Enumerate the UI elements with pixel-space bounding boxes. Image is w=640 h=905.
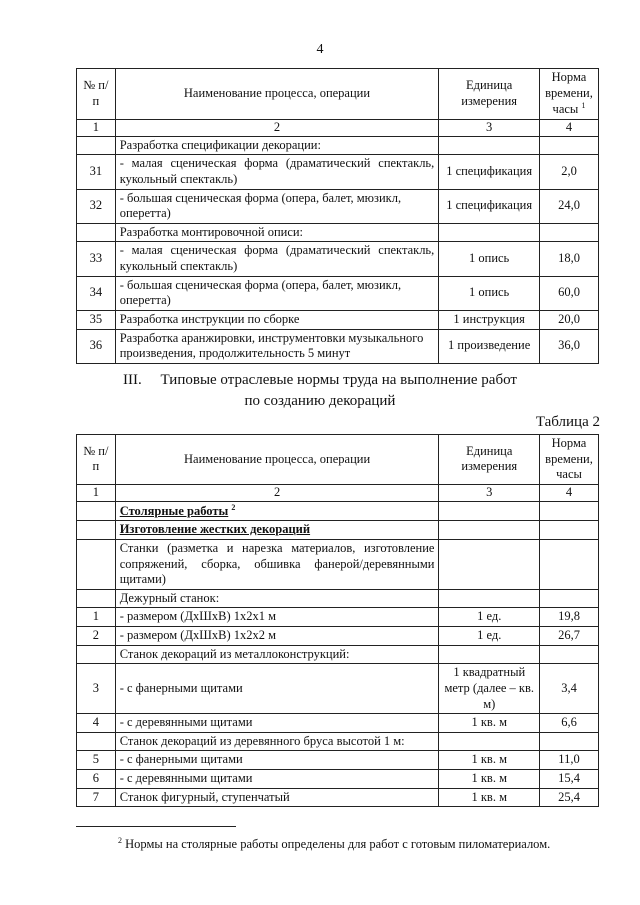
row-norm: 19,8 [540,608,599,627]
footnote-text: Нормы на столярные работы определены для работ с готовым пиломатериалом. [125,837,551,852]
group-title: Дежурный станок: [115,589,439,608]
row-norm: 60,0 [540,276,599,310]
table-row [77,189,599,223]
footnote [118,836,550,852]
header-no: № п/п [77,69,116,120]
row-name: - с фанерными щитами [115,751,439,770]
table-row [77,329,599,363]
row-unit: 1 опись [439,242,540,276]
table-row [77,770,599,789]
row-name: - малая сценическая форма (драматический спектакль, кукольный спектакль) [115,242,439,276]
footnote-mark: 1 [581,101,586,111]
group-title: Столярные работы $^2$ [115,501,439,521]
col-number: 4 [540,120,599,137]
col-number: 4 [540,484,599,501]
row-unit: 1 опись [439,276,540,310]
row-norm: 3,4 [540,664,599,714]
group-row [77,223,599,242]
table-row [77,664,599,714]
row-norm: 6,6 [540,714,599,733]
group-title: Изготовление жестких декораций [115,521,439,540]
row-norm: 26,7 [540,627,599,646]
group-row [77,645,599,664]
row-norm: 2,0 [540,155,599,189]
table-row [77,751,599,770]
row-unit: 1 кв. м [439,751,540,770]
header-name: Наименование процесса, операции [115,69,439,120]
col-number: 3 [439,120,540,137]
row-unit: 1 инструкция [439,310,540,329]
row-unit: 1 ед. [439,608,540,627]
table-row [77,155,599,189]
col-number: 1 [77,484,116,501]
table-1 [76,68,599,364]
row-unit: 1 квадратный метр (далее – кв. м) [439,664,540,714]
group-title: Станок декораций из металлоконструкций: [115,645,439,664]
section-numeral: III. [123,372,142,388]
row-unit: 1 кв. м [439,770,540,789]
group-row [77,521,599,540]
header-no: № п/п [77,435,116,485]
header-norm: Норма времени, часы $^1$ [540,69,599,120]
column-numbers-row [77,484,599,501]
row-norm: 18,0 [540,242,599,276]
header-unit: Единица измерения [439,69,540,120]
row-name: - с фанерными щитами [115,664,439,714]
col-number: 2 [115,120,439,137]
row-norm: 25,4 [540,788,599,807]
page-number: 4 [316,42,324,57]
row-unit: 1 кв. м [439,714,540,733]
col-number: 1 [77,120,116,137]
row-unit: 1 спецификация [439,189,540,223]
group-title: Разработка монтировочной описи: [115,223,439,242]
header-unit: Единица измерения [439,435,540,485]
table-row [77,242,599,276]
section-title [0,370,640,412]
table-2 [76,434,599,807]
table-2-label: Таблица 2 [535,414,600,430]
row-norm: 11,0 [540,751,599,770]
table-row [77,714,599,733]
row-name: - размером (ДхШхВ) 1х2х2 м [115,627,439,646]
table-header-row [77,69,599,120]
row-no: 36 [77,329,116,363]
col-number: 2 [115,484,439,501]
row-no: 5 [77,751,116,770]
row-norm: 36,0 [540,329,599,363]
group-row [77,732,599,751]
row-norm: 20,0 [540,310,599,329]
row-no: 34 [77,276,116,310]
row-name: - большая сценическая форма (опера, балет, мюзикл, оперетта) [115,189,439,223]
row-unit: 1 спецификация [439,155,540,189]
table-row [77,627,599,646]
section-title-line2: по созданию декораций [244,393,396,409]
row-no: 35 [77,310,116,329]
group-title: Разработка спецификации декорации: [115,136,439,155]
row-no: 2 [77,627,116,646]
section-title-line1: Типовые отраслевые нормы труда на выполнение работ [160,372,517,388]
table-row [77,310,599,329]
row-name: - с деревянными щитами [115,770,439,789]
footnote-divider [76,826,236,827]
row-no: 33 [77,242,116,276]
row-norm: 15,4 [540,770,599,789]
row-name: - размером (ДхШхВ) 1х2х1 м [115,608,439,627]
row-name: - с деревянными щитами [115,714,439,733]
row-name: - большая сценическая форма (опера, балет, мюзикл, оперетта) [115,276,439,310]
group-title: Станок декораций из деревянного бруса высотой 1 м: [115,732,439,751]
group-row [77,136,599,155]
header-name: Наименование процесса, операции [115,435,439,485]
footnote-mark: 2 [118,836,122,845]
row-no: 31 [77,155,116,189]
group-row [77,539,599,589]
column-numbers-row [77,120,599,137]
group-row [77,501,599,521]
row-no: 7 [77,788,116,807]
row-no: 4 [77,714,116,733]
row-name: Станок фигурный, ступенчатый [115,788,439,807]
row-no: 6 [77,770,116,789]
row-no: 32 [77,189,116,223]
row-norm: 24,0 [540,189,599,223]
row-no: 1 [77,608,116,627]
row-unit: 1 ед. [439,627,540,646]
table-row [77,608,599,627]
group-description: Станки (разметка и нарезка материалов, изготовление сопряжений, сборка, обшивка фанерой/деревянными щитами) [115,539,439,589]
col-number: 3 [439,484,540,501]
header-norm: Норма времени, часы [540,435,599,485]
table-header-row [77,435,599,485]
row-no: 3 [77,664,116,714]
table-row [77,276,599,310]
row-name: Разработка аранжировки, инструментовки музыкального произведения, продолжительность 5 минут [115,329,439,363]
table-row [77,788,599,807]
row-name: - малая сценическая форма (драматический спектакль, кукольный спектакль) [115,155,439,189]
row-unit: 1 кв. м [439,788,540,807]
group-row [77,589,599,608]
footnote-mark: 2 [231,502,236,512]
row-unit: 1 произведение [439,329,540,363]
row-name: Разработка инструкции по сборке [115,310,439,329]
